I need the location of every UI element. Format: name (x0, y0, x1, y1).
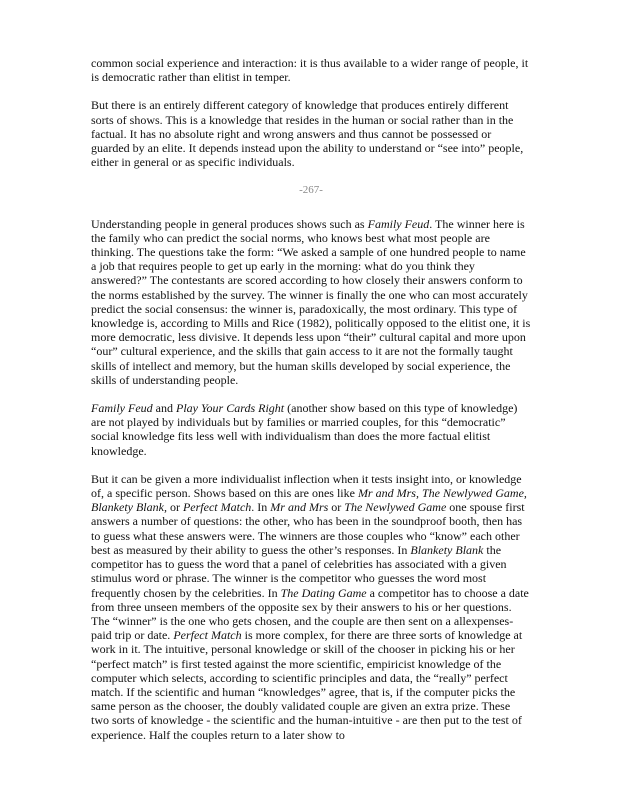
text-run: But it can be given a more individualist inflection when it tests insight into, or knowledge of, a specific person. Shows based on this are ones like (91, 471, 522, 501)
text-run: and (152, 401, 176, 416)
paragraph (91, 401, 531, 458)
italic-title: Play Your Cards Right (175, 401, 285, 416)
document-page (91, 56, 531, 756)
paragraph (91, 217, 531, 387)
text-block-top (91, 56, 531, 169)
text-run: the competitor has to guess the word that a panel of celebrities has associated with a given stimulus word or phrase. The winner is the competitor who guesses the word most frequently chosen by the celebrities. In (91, 542, 507, 600)
text-run: . In (251, 500, 271, 515)
paragraph (91, 472, 531, 742)
paragraph (91, 56, 531, 84)
italic-title: Perfect Match (173, 628, 242, 643)
text-run: . The winner here is the family who can predict the social norms, who knows best what most people are thinking. The questions take the form: “We asked a sample of one hundred people to name a job that requires people to get up early in the morning: what do you think they answered?” The contestants are scored according to how closely their answers conform to the norms established by the survey. The winner is finally the one who can most accurately predict the social consensus: the winner is, paradoxically, the most ordinary. This type of knowledge is, according to Mills and Rice (1982), politically opposed to the elitist one, it is more democratic, less divisive. It depends less upon “their” cultural capital and more upon “our” cultural experience, and the skills that gain access to it are not the formally taught skills of intellect and memory, but the human skills developed by social experience, the skills of understanding people. (91, 216, 531, 387)
italic-title: The Dating Game (280, 585, 367, 600)
italic-title: The Newlywed Game (344, 500, 447, 515)
text-run: But there is an entirely different category of knowledge that produces entirely different sorts of shows. This is a knowledge that resides in the human or social rather than in the factual. It has no absolute right and wrong answers and thus cannot be possessed or guarded by an elite. It depends instead upon the ability to understand or “see into” people, either in general or as specific individuals. (91, 98, 524, 170)
text-run: a competitor has to choose a date from three unseen members of the opposite sex by their answers to his or her questions. The “winner” is the one who gets chosen, and the couple are then sent on a allexpenses-paid trip or date. (91, 585, 529, 643)
text-run: Understanding people in general produces shows such as (91, 216, 368, 231)
text-block-bottom (91, 217, 531, 742)
page-number: -267- (299, 184, 323, 197)
italic-title: Mr and Mrs (270, 500, 329, 515)
italic-title: Family Feud (367, 216, 430, 231)
italic-title: Mr and Mrs, The Newlywed Game, Blankety Blank, (91, 486, 527, 515)
italic-title: Blankety Blank (410, 542, 484, 557)
text-run: (another show based on this type of knowledge) are not played by individuals but by families or married couples, for this “democratic” social knowledge fits less well with individualism than does the more factual elitist knowledge. (91, 401, 518, 458)
paragraph (91, 98, 531, 169)
text-run: or (166, 500, 183, 515)
italic-title: Perfect Match (182, 500, 252, 515)
text-run: one spouse first answers a number of questions: the other, who has been in the soundproof booth, then has to guess what these answers were. The winners are those couples who “know” each other best as measured by their ability to guess the other’s responses. In (91, 500, 525, 557)
text-run: common social experience and interaction: it is thus available to a wider range of people, it is democratic rather than elitist in temper. (91, 56, 529, 85)
text-run: or (328, 500, 345, 515)
text-run: is more complex, for there are three sorts of knowledge at work in it. The intuitive, personal knowledge or skill of the chooser in picking his or her “perfect match” is first tested against the more scientific, empiricist knowledge of the computer which selects, according to scientific principles and data, the “really” perfect match. If the scientific and human “knowledges” agree, that is, if the computer picks the same person as the chooser, the doubly validated couple are given an extra prize. These two sorts of knowledge - the scientific and the human-intuitive - are then put to the test of experience. Half the couples return to a later show to (91, 628, 523, 742)
italic-title: Family Feud (91, 401, 153, 416)
